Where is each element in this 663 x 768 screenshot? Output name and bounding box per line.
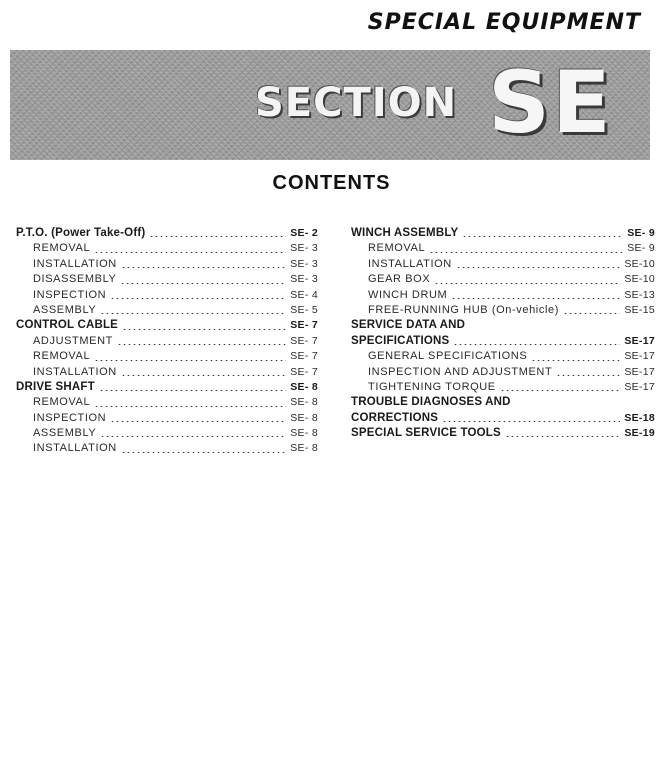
toc-entry-label: INSTALLATION <box>33 257 117 270</box>
toc-entry-label: FREE-RUNNING HUB (On-vehicle) <box>368 303 559 316</box>
toc-entry <box>351 334 655 349</box>
toc-dot-leader <box>100 313 286 314</box>
banner-section-word: SECTION <box>255 80 458 126</box>
toc-page-number: SE- 9 <box>627 242 655 255</box>
toc-entry-label: INSTALLATION <box>33 365 117 378</box>
toc-page-number: SE- 8 <box>290 442 318 455</box>
toc-page-number: SE-10 <box>624 257 655 270</box>
toc-entry-label: INSTALLATION <box>368 257 452 270</box>
section-banner <box>10 50 650 160</box>
toc-entry <box>16 303 318 318</box>
toc-dot-leader <box>149 236 286 237</box>
toc-entry-label: SPECIFICATIONS <box>351 334 450 347</box>
toc-page-number: SE- 7 <box>290 334 318 347</box>
toc-entry <box>351 349 655 364</box>
toc-dot-leader <box>121 375 286 376</box>
toc-dot-leader <box>110 421 286 422</box>
toc-dot-leader <box>429 252 623 253</box>
toc-entry-label: CONTROL CABLE <box>16 319 119 332</box>
toc-page-number: SE-17 <box>624 365 655 378</box>
toc-entry-label: GEAR BOX <box>368 273 431 286</box>
toc-page-number: SE- 8 <box>290 427 318 440</box>
toc-entry-label: INSPECTION AND ADJUSTMENT <box>368 365 553 378</box>
toc-entry <box>16 411 318 426</box>
toc-dot-leader <box>556 375 620 376</box>
toc-dot-leader <box>462 236 623 237</box>
toc-entry-label: SERVICE DATA AND <box>351 319 466 332</box>
toc-entry <box>16 426 318 441</box>
toc-dot-leader <box>563 313 620 314</box>
toc-page-number: SE- 3 <box>290 273 318 286</box>
toc-entry <box>351 257 655 272</box>
toc-entry <box>16 272 318 287</box>
toc-dot-leader <box>531 360 620 361</box>
toc-page-number: SE- 8 <box>290 396 318 409</box>
toc-entry-label: REMOVAL <box>33 242 91 255</box>
toc-entry <box>351 318 655 333</box>
toc-entry-label: REMOVAL <box>33 350 91 363</box>
contents-title: CONTENTS <box>272 172 391 194</box>
toc-dot-leader <box>505 436 620 437</box>
toc-entry-label: ADJUSTMENT <box>33 334 113 347</box>
banner-section-code: SE <box>488 53 613 153</box>
toc-entry <box>16 226 318 241</box>
toc-entry <box>351 303 655 318</box>
toc-page-number: SE- 3 <box>290 257 318 270</box>
toc-page-number: SE- 7 <box>290 319 318 332</box>
toc-entry-label: GENERAL SPECIFICATIONS <box>368 350 528 363</box>
toc-entry <box>351 380 655 395</box>
toc-entry-label: REMOVAL <box>368 242 426 255</box>
toc-page-number: SE- 7 <box>290 350 318 363</box>
page-header-title: SPECIAL EQUIPMENT <box>367 10 641 35</box>
toc-dot-leader <box>500 390 621 391</box>
toc-entry-label: ASSEMBLY <box>33 303 97 316</box>
toc-entry <box>16 334 318 349</box>
toc-entry-label: SPECIAL SERVICE TOOLS <box>351 427 501 440</box>
toc-dot-leader <box>122 329 286 330</box>
toc-dot-leader <box>117 344 286 345</box>
toc-page-number: SE-18 <box>624 411 655 424</box>
toc-page-number: SE-13 <box>624 288 655 301</box>
toc-entry <box>351 365 655 380</box>
toc-page-number: SE-17 <box>624 350 655 363</box>
toc-dot-leader <box>99 390 286 391</box>
toc-entry-label: ASSEMBLY <box>33 427 97 440</box>
toc-entry <box>16 318 318 333</box>
toc-dot-leader <box>434 283 620 284</box>
toc-entry-label: CORRECTIONS <box>351 411 439 424</box>
toc-entry <box>16 257 318 272</box>
toc-entry-label: TROUBLE DIAGNOSES AND <box>351 396 511 409</box>
toc-entry <box>16 349 318 364</box>
toc-dot-leader <box>121 267 286 268</box>
toc-entry-label: P.T.O. (Power Take-Off) <box>16 227 146 239</box>
toc-entry <box>351 411 655 426</box>
toc-dot-leader <box>94 252 286 253</box>
toc-dot-leader <box>456 267 621 268</box>
toc-dot-leader <box>110 298 286 299</box>
toc-page-number: SE-10 <box>624 273 655 286</box>
toc-page-number: SE- 2 <box>290 227 318 239</box>
toc-page-number: SE- 5 <box>290 303 318 316</box>
toc-page-number: SE- 8 <box>290 411 318 424</box>
toc-dot-leader <box>94 406 286 407</box>
toc-dot-leader <box>121 452 286 453</box>
toc-dot-leader <box>100 436 286 437</box>
toc-entry-label: INSPECTION <box>33 411 107 424</box>
toc-entry-label: TIGHTENING TORQUE <box>368 380 496 393</box>
toc-entry-label: INSPECTION <box>33 288 107 301</box>
toc-dot-leader <box>94 360 286 361</box>
toc-entry <box>16 365 318 380</box>
toc-entry <box>351 226 655 241</box>
toc-entry-label: INSTALLATION <box>33 442 117 455</box>
toc-entry-label: WINCH DRUM <box>368 288 448 301</box>
toc-page-number: SE-19 <box>624 427 655 440</box>
toc-left-column <box>16 226 318 457</box>
toc-entry-label: REMOVAL <box>33 396 91 409</box>
toc-right-column <box>351 226 655 441</box>
toc-entry-label: DISASSEMBLY <box>33 273 117 286</box>
toc-entry-label: WINCH ASSEMBLY <box>351 227 459 239</box>
toc-page-number: SE-17 <box>624 380 655 393</box>
toc-page-number: SE- 8 <box>290 380 318 393</box>
toc-page-number: SE-17 <box>624 334 655 347</box>
toc-page-number: SE- 3 <box>290 242 318 255</box>
toc-page-number: SE- 4 <box>290 288 318 301</box>
toc-entry <box>16 241 318 256</box>
toc-entry <box>16 288 318 303</box>
toc-dot-leader <box>453 344 620 345</box>
toc-dot-leader <box>120 283 286 284</box>
toc-entry <box>16 395 318 410</box>
toc-entry <box>351 241 655 256</box>
toc-entry <box>351 272 655 287</box>
toc-entry <box>351 426 655 441</box>
toc-entry <box>16 441 318 456</box>
toc-entry <box>351 288 655 303</box>
toc-entry-label: DRIVE SHAFT <box>16 380 95 393</box>
toc-page-number: SE- 9 <box>627 227 655 239</box>
toc-dot-leader <box>451 298 620 299</box>
toc-entry <box>16 380 318 395</box>
toc-page-number: SE-15 <box>624 303 655 316</box>
toc-page-number: SE- 7 <box>290 365 318 378</box>
toc-dot-leader <box>442 421 620 422</box>
toc-entry <box>351 395 655 410</box>
